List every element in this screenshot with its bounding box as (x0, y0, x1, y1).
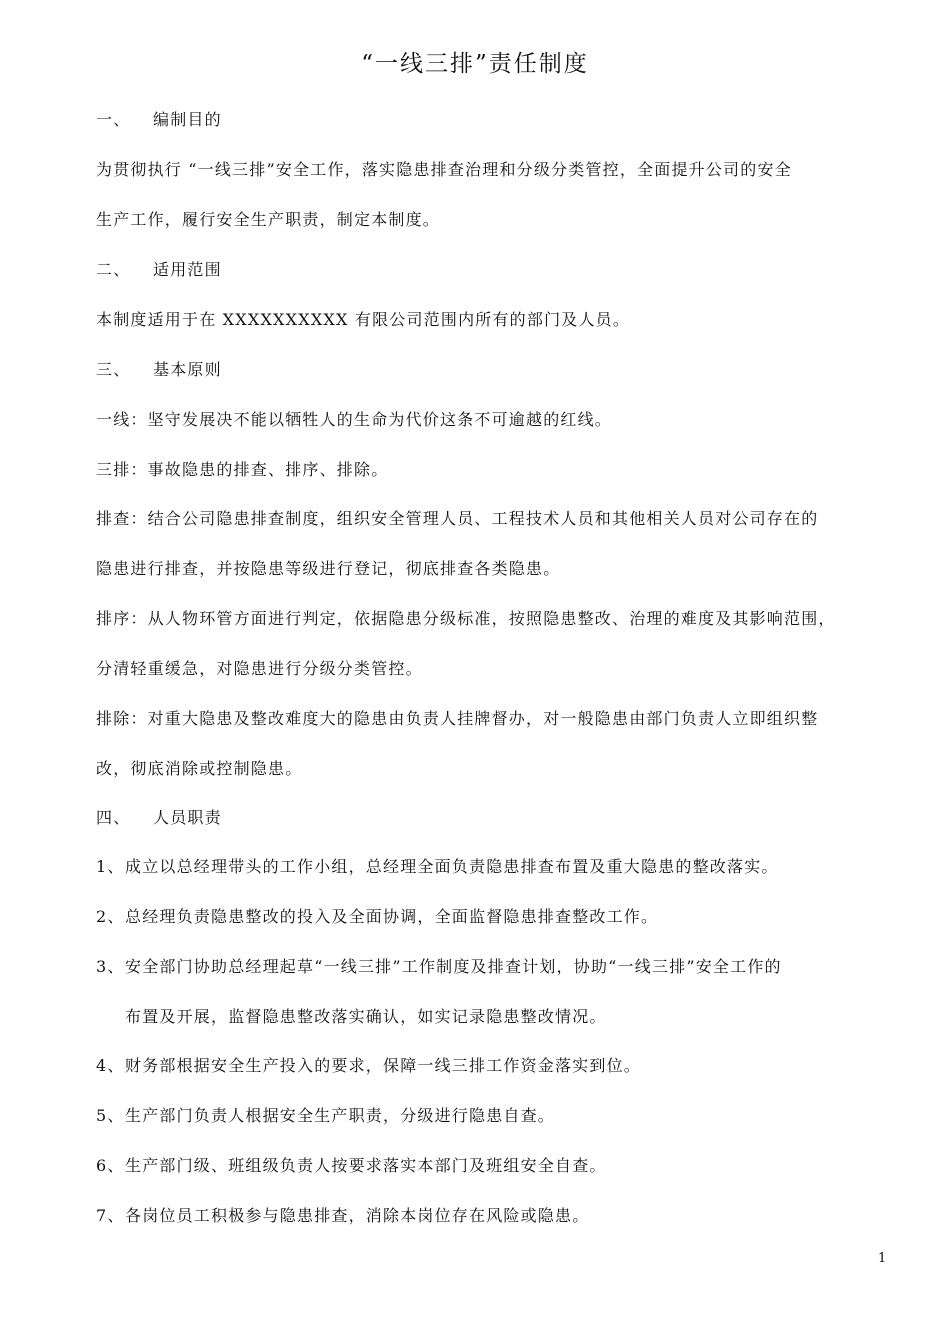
list-item-text: 总经理负责隐患整改的投入及全面协调，全面监督隐患排查整改工作。 (125, 907, 659, 926)
section-number: 四、 (96, 808, 131, 827)
list-item-text: 财务部根据安全生产投入的要求，保障一线三排工作资金落实到位。 (125, 1056, 642, 1075)
paragraph-line: 本制度适用于在 XXXXXXXXXX 有限公司范围内所有的部门及人员。 (96, 310, 631, 329)
list-item-text: 生产部门负责人根据安全生产职责，分级进行隐患自查。 (125, 1106, 556, 1125)
section-number: 一、 (96, 110, 131, 129)
section-number: 三、 (96, 360, 131, 379)
section-title: 编制目的 (153, 110, 222, 129)
document-title: “一线三排”责任制度 (361, 51, 589, 77)
list-item-number: 3、 (96, 957, 125, 976)
list-item (96, 1154, 607, 1178)
list-item-text: 生产部门级、班组级负责人按要求落实本部门及班组安全自查。 (125, 1156, 607, 1175)
list-item-number: 2、 (96, 907, 125, 926)
section-heading (96, 108, 222, 132)
paragraph-line: 一线：坚守发展决不能以牺牲人的生命为代价这条不可逾越的红线。 (96, 410, 613, 429)
list-item (96, 1054, 641, 1078)
page-number: 1 (878, 1251, 887, 1266)
list-item (96, 855, 779, 879)
list-item-number: 4、 (96, 1056, 125, 1075)
section-heading (96, 806, 222, 830)
list-item-text: 各岗位员工积极参与隐患排查，消除本岗位存在风险或隐患。 (125, 1206, 590, 1225)
list-item (96, 1104, 555, 1128)
paragraph-line: 排查：结合公司隐患排查制度，组织安全管理人员、工程技术人员和其他相关人员对公司存在的 (96, 509, 819, 528)
list-item-number: 7、 (96, 1206, 125, 1225)
list-item (96, 955, 782, 979)
section-heading (96, 358, 222, 382)
list-item-text: 安全部门协助总经理起草“一线三排”工作制度及排查计划，协助“一线三排”安全工作的 (125, 957, 782, 976)
paragraph-line: 分清轻重缓急，对隐患进行分级分类管控。 (96, 659, 423, 678)
paragraph-line: 生产工作，履行安全生产职责，制定本制度。 (96, 210, 441, 229)
paragraph-line: 排除：对重大隐患及整改难度大的隐患由负责人挂牌督办，对一般隐患由部门负责人立即组织整 (96, 709, 819, 728)
list-item-number: 6、 (96, 1156, 125, 1175)
section-number: 二、 (96, 260, 131, 279)
list-item-text: 成立以总经理带头的工作小组，总经理全面负责隐患排查布置及重大隐患的整改落实。 (125, 857, 779, 876)
section-title: 基本原则 (153, 360, 222, 379)
section-title: 适用范围 (153, 260, 222, 279)
list-item-number: 5、 (96, 1106, 125, 1125)
paragraph-line: 排序：从人物环管方面进行判定，依据隐患分级标准，按照隐患整改、治理的难度及其影响范围， (96, 609, 836, 628)
paragraph-line: 隐患进行排查，并按隐患等级进行登记，彻底排查各类隐患。 (96, 559, 561, 578)
list-item (96, 1204, 589, 1228)
section-heading (96, 258, 222, 282)
section-title: 人员职责 (153, 808, 222, 827)
paragraph-line: 改，彻底消除或控制隐患。 (96, 759, 303, 778)
list-item (96, 905, 658, 929)
list-item-continuation: 布置及开展，监督隐患整改落实确认，如实记录隐患整改情况。 (125, 1007, 607, 1026)
list-item-number: 1、 (96, 857, 125, 876)
paragraph-line: 三排：事故隐患的排查、排序、排除。 (96, 460, 389, 479)
paragraph-line: 为贯彻执行 “一线三排”安全工作，落实隐患排查治理和分级分类管控，全面提升公司的安全 (96, 160, 792, 179)
